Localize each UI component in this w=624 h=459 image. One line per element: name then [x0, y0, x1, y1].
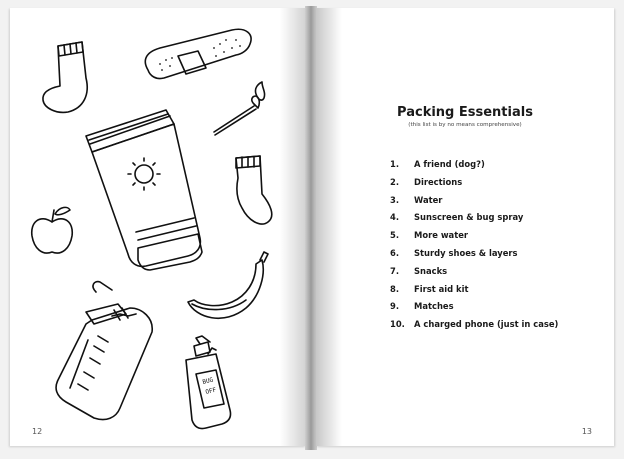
page-number-right: 13	[581, 427, 592, 436]
list-item: 9. Matches	[390, 301, 454, 312]
bandage-icon	[145, 29, 251, 78]
left-page-illustrations	[10, 8, 306, 446]
left-page	[10, 8, 306, 446]
list-item: 5. More water	[390, 230, 469, 241]
match-icon	[214, 82, 265, 135]
sock-icon	[43, 42, 87, 112]
list-item: 10. A charged phone (just in case)	[390, 319, 559, 330]
list-item: 1. A friend (dog?)	[390, 159, 485, 169]
list-item: 4. Sunscreen & bug spray	[390, 212, 524, 223]
apple-icon	[32, 207, 73, 253]
page-subtitle: (this list is by no means comprehensive)	[408, 122, 522, 128]
banana-icon	[188, 252, 268, 318]
bug-spray-icon	[186, 336, 231, 429]
page-title: Packing Essentials	[397, 105, 533, 120]
right-page	[316, 8, 614, 446]
bug-spray-label: BUG	[201, 376, 215, 386]
list-item: 2. Directions	[390, 176, 463, 187]
list-item: 6. Sturdy shoes & layers	[390, 247, 518, 258]
packing-list	[390, 156, 558, 334]
page-number-left: 12	[32, 427, 43, 436]
bug-spray-label: OFF	[204, 386, 218, 396]
sunscreen-tube-icon	[86, 110, 202, 270]
list-item: 7. Snacks	[390, 265, 448, 276]
right-gutter-shadow	[316, 8, 342, 446]
list-item: 8. First aid kit	[390, 283, 469, 294]
list-item: 3. Water	[390, 194, 443, 205]
water-bottle-icon	[56, 282, 152, 420]
sock-icon	[236, 156, 272, 224]
